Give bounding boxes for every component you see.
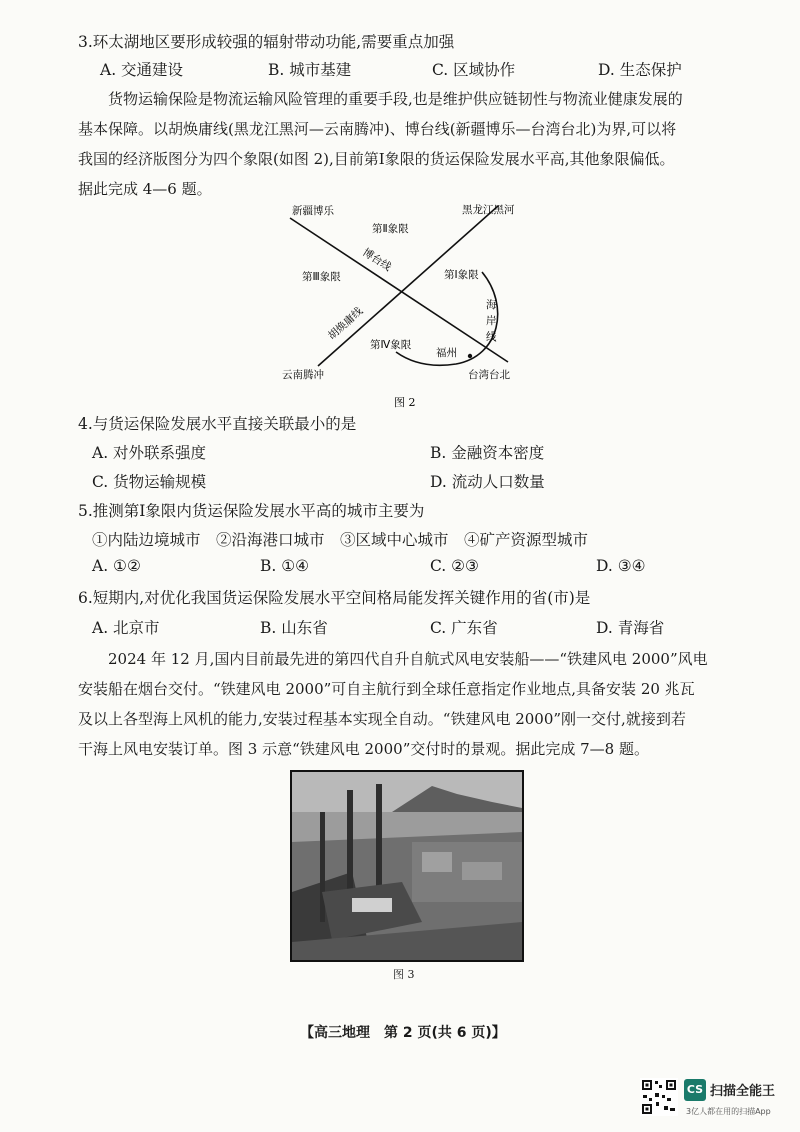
q6-option-b: B. 山东省 <box>260 619 328 637</box>
q4-stem: 4.与货运保险发展水平直接关联最小的是 <box>78 415 357 433</box>
label-coastline-3: 线 <box>486 331 497 343</box>
q5-stem: 5.推测第Ⅰ象限内货运保险发展水平高的城市主要为 <box>78 502 425 520</box>
q5-option-d: D. ③④ <box>596 557 646 575</box>
figure-3-photo <box>290 770 524 962</box>
label-hu-huanyong-line: 胡焕庸线 <box>325 305 366 343</box>
q4-option-c: C. 货物运输规模 <box>92 473 207 491</box>
q3-option-c: C. 区域协作 <box>432 61 516 79</box>
label-quadrant-2: 第Ⅱ象限 <box>372 223 409 235</box>
label-quadrant-3: 第Ⅲ象限 <box>302 271 341 283</box>
label-coastline-1: 海 <box>486 299 497 311</box>
label-taiwan-taipei: 台湾台北 <box>468 369 510 381</box>
q5-items: ①内陆边境城市 ②沿海港口城市 ③区域中心城市 ④矿产资源型城市 <box>92 531 589 549</box>
label-xinjiang-bole: 新疆博乐 <box>292 205 334 217</box>
figure-2-diagram <box>260 196 550 412</box>
passage-2-line-2: 安装船在烟台交付。“铁建风电 2000”可自主航行到全球任意指定作业地点,具备安装 20 兆瓦 <box>78 680 695 698</box>
label-fuzhou: 福州 <box>436 347 457 359</box>
passage-1-line-2: 基本保障。以胡焕庸线(黑龙江黑河—云南腾冲)、博台线(新疆博乐—台湾台北)为界,可以将 <box>78 120 677 138</box>
q6-option-a: A. 北京市 <box>92 619 160 637</box>
page-footer: 【高三地理 第 2 页(共 6 页)】 <box>300 1025 506 1041</box>
camscanner-app-name: 扫描全能王 <box>710 1084 776 1099</box>
q6-option-c: C. 广东省 <box>430 619 498 637</box>
label-coastline-2: 岸 <box>486 315 497 327</box>
q5-option-a: A. ①② <box>92 557 141 575</box>
label-quadrant-1: 第Ⅰ象限 <box>444 269 479 281</box>
fuzhou-marker <box>468 354 472 358</box>
passage-1-line-1: 货物运输保险是物流运输风险管理的重要手段,也是维护供应链韧性与物流业健康发展的 <box>108 90 683 108</box>
figure-2-caption: 图 2 <box>394 396 416 409</box>
q4-option-a: A. 对外联系强度 <box>92 444 207 462</box>
q5-option-b: B. ①④ <box>260 557 310 575</box>
q4-option-b: B. 金融资本密度 <box>430 444 545 462</box>
passage-1-line-4: 据此完成 4—6 题。 <box>78 180 212 198</box>
q4-option-d: D. 流动人口数量 <box>430 473 545 491</box>
passage-2 <box>78 644 738 764</box>
q6-stem: 6.短期内,对优化我国货运保险发展水平空间格局能发挥关键作用的省(市)是 <box>78 589 591 607</box>
q3-option-a: A. 交通建设 <box>100 61 184 79</box>
q3-stem: 3.环太湖地区要形成较强的辐射带动功能,需要重点加强 <box>78 33 455 51</box>
passage-2-line-4: 干海上风电安装订单。图 3 示意“铁建风电 2000”交付时的景观。据此完成 7—8 题。 <box>78 740 649 758</box>
camscanner-tagline: 3亿人都在用的扫描App <box>686 1107 771 1116</box>
passage-1 <box>78 84 738 204</box>
q5-option-c: C. ②③ <box>430 557 479 575</box>
passage-2-line-3: 及以上各型海上风机的能力,安装过程基本实现全自动。“铁建风电 2000”刚一交付,就接到若 <box>78 710 686 728</box>
label-heilongjiang-heihe: 黑龙江黑河 <box>462 204 515 216</box>
label-quadrant-4: 第Ⅳ象限 <box>370 339 412 351</box>
q3-option-d: D. 生态保护 <box>598 61 682 79</box>
ship-photo-illustration <box>292 772 522 960</box>
camscanner-logo: CS <box>684 1079 706 1101</box>
passage-2-line-1: 2024 年 12 月,国内目前最先进的第四代自升自航式风电安装船——“铁建风电 2000”风电 <box>108 650 708 668</box>
q3-option-b: B. 城市基建 <box>268 61 352 79</box>
label-yunnan-tengchong: 云南腾冲 <box>282 369 324 381</box>
figure-3-caption: 图 3 <box>393 968 415 981</box>
passage-1-line-3: 我国的经济版图分为四个象限(如图 2),目前第Ⅰ象限的货运保险发展水平高,其他象限偏低。 <box>78 150 675 168</box>
label-botai-line: 博台线 <box>360 246 394 274</box>
q6-option-d: D. 青海省 <box>596 619 665 637</box>
qr-code <box>640 1078 678 1116</box>
